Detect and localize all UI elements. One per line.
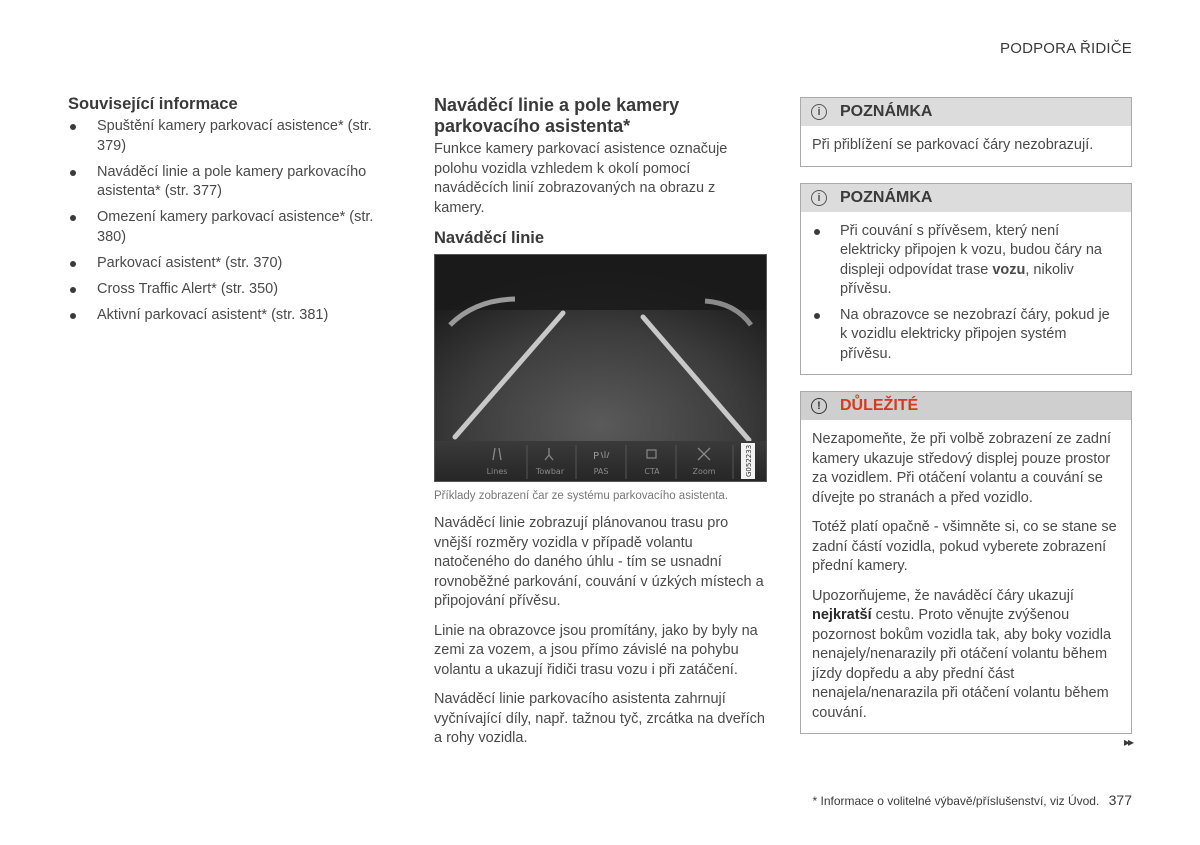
important-box xyxy=(800,391,1132,734)
footer-note: * Informace o volitelné výbavě/příslušenství, viz Úvod. xyxy=(812,794,1100,808)
important-header xyxy=(801,392,1131,420)
article-subheading: Naváděcí linie xyxy=(434,229,545,247)
related-link[interactable]: Cross Traffic Alert* (str. 350) xyxy=(68,280,403,300)
article-heading: Naváděcí linie a pole kamery parkovacího asistenta* xyxy=(434,95,680,136)
exclamation-icon: ! xyxy=(811,398,827,414)
important-title: DŮLEŽITÉ xyxy=(840,397,919,414)
note-title: POZNÁMKA xyxy=(840,103,933,120)
related-info-list xyxy=(68,117,403,325)
page-number: 377 xyxy=(1108,792,1132,808)
note-box xyxy=(800,97,1132,167)
note-header xyxy=(801,98,1131,126)
important-text: Upozorňujeme, že naváděcí čáry ukazují nejkratší cestu. Proto věnujte zvýšenou pozornost bokům vozidla tak, aby boky vozidla nenajely/nenarazily při otáčení volantu během jízdy dopředu a aby přední část nenajela/nenarazila při otáčení volantu během couvání. xyxy=(812,587,1112,721)
continue-arrows-icon: ▸▸ xyxy=(1123,735,1132,749)
note-header xyxy=(801,184,1131,212)
note-box xyxy=(800,183,1132,376)
camera-btn-label[interactable]: Towbar xyxy=(535,467,565,476)
image-code: G052233 xyxy=(745,444,753,477)
related-link[interactable]: Parkovací asistent* (str. 370) xyxy=(68,254,403,274)
camera-btn-label[interactable]: PAS xyxy=(593,467,609,476)
article-paragraph: Naváděcí linie zobrazují plánovanou trasu pro vnější rozměry vozidla v případě volantu natočeného do daného úhlu - tím se usnadní rovnoběžné parkování, couvání v úzkých místech a připojování přívěsu. xyxy=(434,515,764,609)
notes-column xyxy=(800,97,1132,750)
important-text: Nezapomeňte, že při volbě zobrazení ze zadní kamery ukazuje středový displej pouze prostor za vozidlem. Při otáčení volantu a couvání se dívejte po stranách a před vozidlo. xyxy=(812,431,1112,506)
related-info-heading: Související informace xyxy=(68,95,238,113)
info-icon: i xyxy=(811,104,827,120)
svg-text:P: P xyxy=(593,451,600,462)
related-link[interactable]: Omezení kamery parkovací asistence* (str. 380) xyxy=(68,208,403,247)
camera-btn-label[interactable]: Zoom xyxy=(692,467,716,476)
page-footer xyxy=(813,792,1133,808)
section-title: PODPORA ŘIDIČE xyxy=(1000,40,1132,57)
article-paragraph: Naváděcí linie parkovacího asistenta zahrnují vyčnívající díly, např. tažnou tyč, zrcátka na dveřích a rohy vozidla. xyxy=(434,691,765,746)
note-text: Při přiblížení se parkovací čáry nezobrazují. xyxy=(812,137,1094,153)
article-intro: Funkce kamery parkovací asistence označuje polohu vozidla vzhledem k okolí pomocí naváděcích linií zobrazovaných na obrazu z kamery. xyxy=(434,141,728,216)
related-info-column xyxy=(68,95,403,332)
important-text: Totéž platí opačně - všimněte si, co se stane se zadní částí vozidla, pokud vyberete zobrazení přední kamery. xyxy=(812,519,1117,574)
info-icon: i xyxy=(811,190,827,206)
related-link[interactable]: Aktivní parkovací asistent* (str. 381) xyxy=(68,306,403,326)
main-article-column xyxy=(434,95,768,759)
note-item: Při couvání s přívěsem, který není elektricky připojen k vozu, budou čáry na displeji odpovídat trase vozu, nikoliv přívěsu. xyxy=(812,222,1120,300)
camera-btn-label[interactable]: CTA xyxy=(644,467,660,476)
image-caption: Příklady zobrazení čar ze systému parkovacího asistenta. xyxy=(434,490,729,502)
related-link[interactable]: Spuštění kamery parkovací asistence* (str. 379) xyxy=(68,117,403,156)
related-link[interactable]: Naváděcí linie a pole kamery parkovacího asistenta* (str. 377) xyxy=(68,163,403,202)
camera-view-image xyxy=(434,254,767,482)
note-item: Na obrazovce se nezobrazí čáry, pokud je k vozidlu elektricky připojen systém přívěsu. xyxy=(812,306,1120,365)
note-title: POZNÁMKA xyxy=(840,188,933,206)
article-paragraph: Linie na obrazovce jsou promítány, jako by byly na zemi za vozem, a jsou přímo závislé na pohybu volantu a ukazují řidiči trasu vozu i při zatáčení. xyxy=(434,622,758,678)
note-list xyxy=(812,222,1120,365)
camera-btn-label[interactable]: Lines xyxy=(486,467,508,476)
